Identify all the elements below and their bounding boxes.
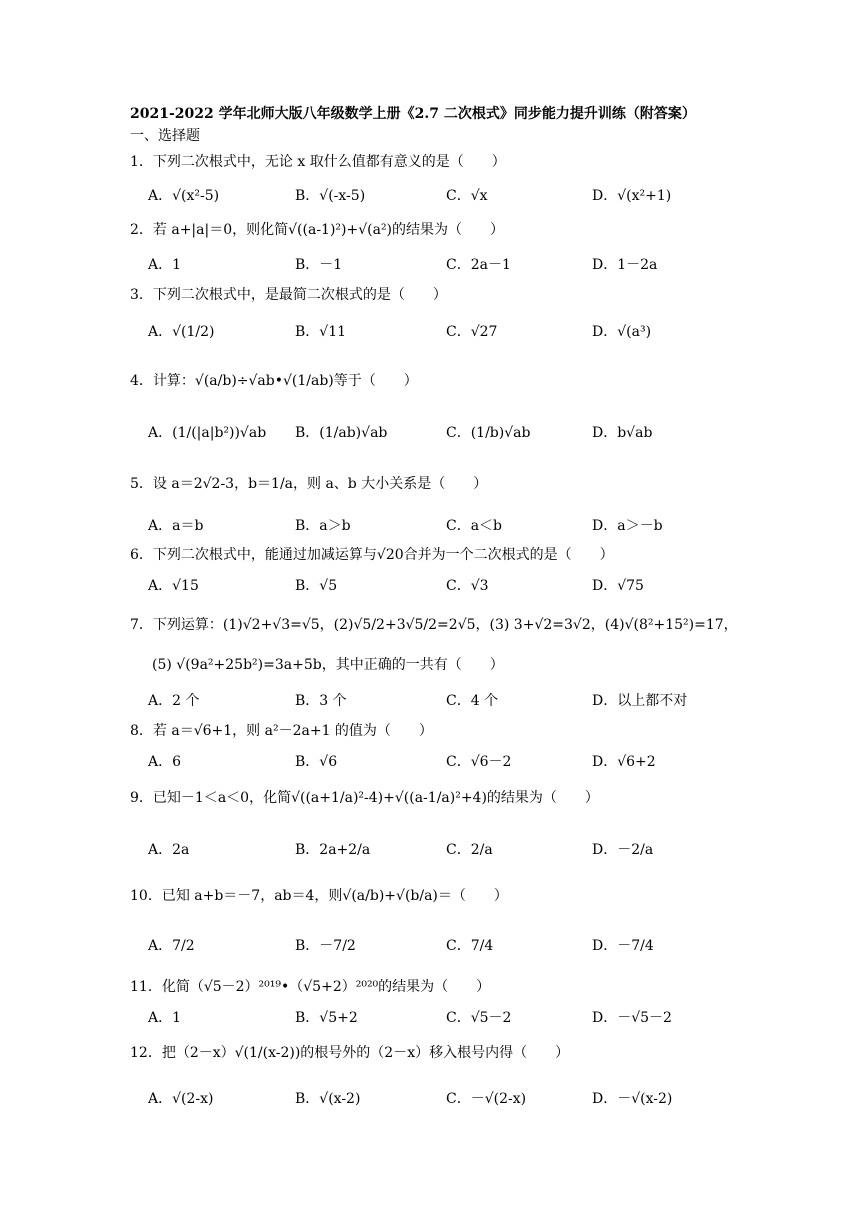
option-c: C．√5－2 [446, 1010, 512, 1026]
option-a: A．√15 [148, 578, 199, 594]
question-stem: 9．已知－1＜a＜0，化简√((a+1/a)²-4)+√((a-1/a)²+4)的结果为（ ） [130, 790, 599, 806]
option-d: D．－2/a [592, 842, 654, 858]
option-a: A．6 [148, 754, 182, 770]
option-d: D．－√5－2 [592, 1010, 672, 1026]
option-c: C．√3 [446, 578, 489, 594]
option-a: A．7/2 [148, 938, 195, 954]
option-c: C．2/a [446, 842, 493, 858]
option-b: B．√6 [295, 754, 338, 770]
option-c: C．√6－2 [446, 754, 512, 770]
option-b: B．√5 [295, 578, 338, 594]
option-c: C．7/4 [446, 938, 494, 954]
option-b: B．√5+2 [295, 1010, 358, 1026]
option-a: A．1 [148, 257, 182, 273]
option-d: D．√(x²+1) [592, 188, 672, 204]
option-d: D．1－2a [592, 257, 658, 273]
option-a: A．√(1/2) [148, 324, 215, 340]
option-d: D．b√ab [592, 425, 653, 441]
option-a: A．2a [148, 842, 190, 858]
question-stem: 1．下列二次根式中，无论 x 取什么值都有意义的是（ ） [130, 154, 506, 170]
option-d: D．√75 [592, 578, 644, 594]
question-stem: 6．下列二次根式中，能通过加减运算与√20合并为一个二次根式的是（ ） [130, 547, 614, 563]
question-stem: 11．化简（√5－2）²⁰¹⁹•（√5+2）²⁰²⁰的结果为（ ） [130, 979, 491, 995]
option-a: A．1 [148, 1010, 182, 1026]
option-a: A．a＝b [148, 518, 204, 534]
question-stem: 4．计算：√(a/b)÷√ab•√(1/ab)等于（ ） [130, 373, 418, 389]
question-stem: 10．已知 a+b＝－7，ab＝4，则√(a/b)+√(b/a)＝（ ） [130, 888, 508, 904]
option-b: B．2a+2/a [295, 842, 371, 858]
option-a: A．(1/(|a|b²))√ab [148, 425, 267, 441]
question-stem-continued: (5) √(9a²+25b²)=3a+5b，其中正确的一共有（ ） [152, 657, 504, 673]
question-stem: 12．把（2－x）√(1/(x-2))的根号外的（2－x）移入根号内得（ ） [130, 1045, 570, 1061]
option-d: D．－√(x-2) [592, 1091, 673, 1107]
section-heading: 一、选择题 [130, 128, 200, 144]
option-c: C．a＜b [446, 518, 503, 534]
option-b: B．(1/ab)√ab [295, 425, 388, 441]
question-stem: 5．设 a＝2√2-3，b＝1/a，则 a、b 大小关系是（ ） [130, 476, 488, 492]
option-b: B．3 个 [295, 693, 347, 709]
option-b: B．－1 [295, 257, 343, 273]
option-c: C．√27 [446, 324, 498, 340]
option-c: C．－√(2-x) [446, 1091, 527, 1107]
option-c: C．(1/b)√ab [446, 425, 531, 441]
option-d: D．√6+2 [592, 754, 656, 770]
question-stem: 7．下列运算：(1)√2+√3=√5，(2)√5/2+3√5/2=2√5，(3) 3+√2=3√2，(4)√(8²+15²)=17， [130, 617, 738, 633]
option-d: D．－7/4 [592, 938, 654, 954]
option-c: C．2a－1 [446, 257, 511, 273]
option-c: C．√x [446, 188, 488, 204]
option-a: A．√(2-x) [148, 1091, 214, 1107]
option-b: B．－7/2 [295, 938, 356, 954]
option-a: A．2 个 [148, 693, 200, 709]
document-title: 2021-2022 学年北师大版八年级数学上册《2.7 二次根式》同步能力提升训练（附答案） [130, 106, 696, 122]
option-a: A．√(x²-5) [148, 188, 220, 204]
option-d: D．a＞－b [592, 518, 663, 534]
option-b: B．√(-x-5) [295, 188, 366, 204]
option-b: B．√(x-2) [295, 1091, 361, 1107]
question-stem: 3．下列二次根式中，是最简二次根式的是（ ） [130, 287, 447, 303]
option-d: D．以上都不对 [592, 693, 688, 709]
option-d: D．√(a³) [592, 324, 652, 340]
option-c: C．4 个 [446, 693, 499, 709]
option-b: B．√11 [295, 324, 347, 340]
question-stem: 8．若 a＝√6+1，则 a²－2a+1 的值为（ ） [130, 723, 433, 739]
question-stem: 2．若 a+|a|＝0，则化简√((a-1)²)+√(a²)的结果为（ ） [130, 222, 505, 238]
option-b: B．a＞b [295, 518, 351, 534]
